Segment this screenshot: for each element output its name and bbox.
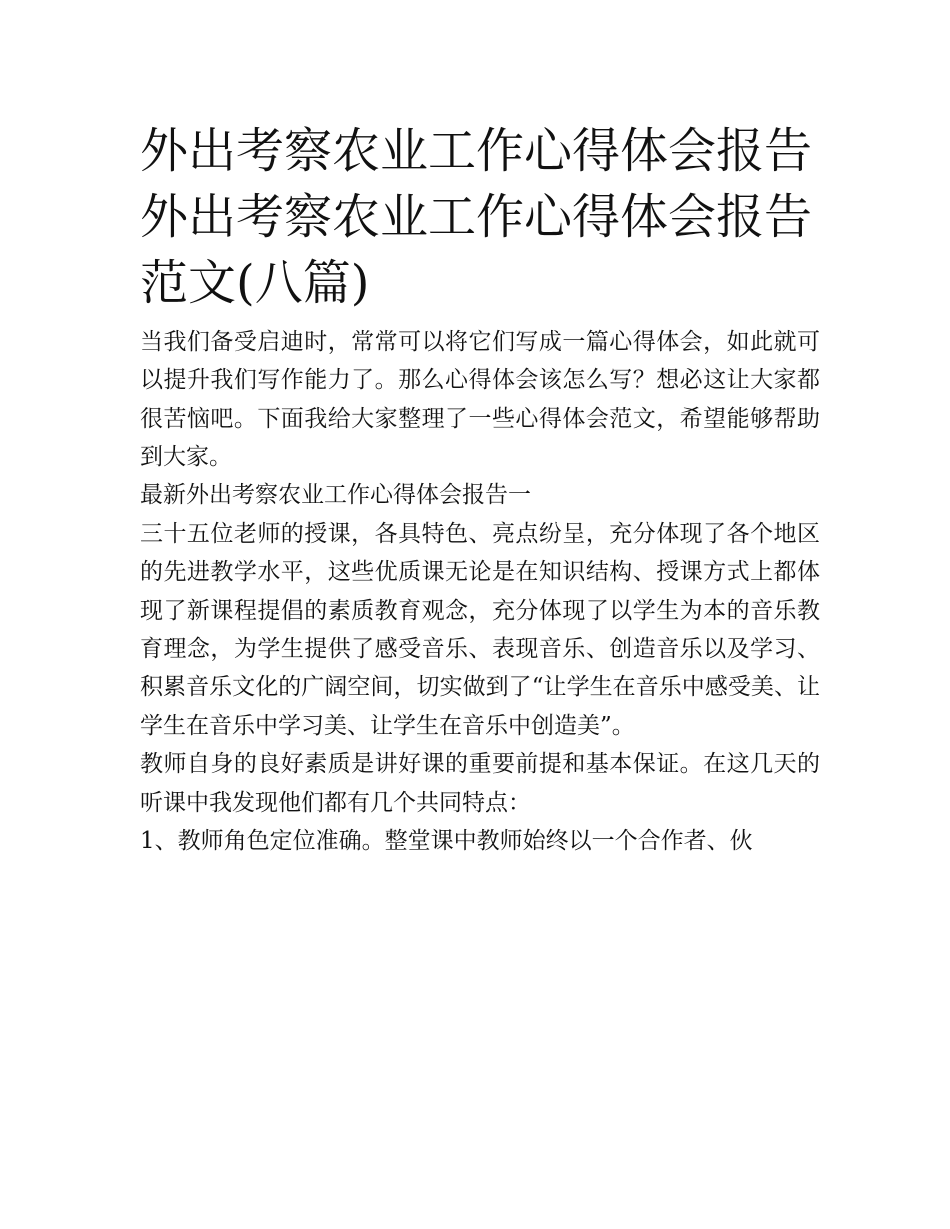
document-title: 外出考察农业工作心得体会报告 外出考察农业工作心得体会报告范文(八篇): [140, 123, 813, 312]
body-paragraph: 教师自身的良好素质是讲好课的重要前提和基本保证。在这几天的听课中我发现他们都有几个共同特点：: [140, 751, 820, 816]
body-paragraph: 1、教师角色定位准确。整堂课中教师始终以一个合作者、伙: [140, 827, 753, 854]
body-paragraph: 三十五位老师的授课，各具特色、亮点纷呈，充分体现了各个地区的先进教学水平，这些优质课无论是在知识结构、授课方式上都体现了新课程提倡的素质教育观念，充分体现了以学生为本的音乐教育理念，为学生提供了感受音乐、表现音乐、创造音乐以及学习、积累音乐文化的广阔空间，切实做到了“让学生在音乐中感受美、让学生在音乐中学习美、让学生在音乐中创造美”。: [140, 520, 820, 739]
section-heading: 最新外出考察农业工作心得体会报告一: [140, 482, 531, 509]
document-body: [140, 118, 820, 860]
intro-paragraph: 当我们备受启迪时，常常可以将它们写成一篇心得体会，如此就可以提升我们写作能力了。那么心得体会该怎么写？想必这让大家都很苦恼吧。下面我给大家整理了一些心得体会范文，希望能够帮助到大家。: [140, 328, 820, 470]
